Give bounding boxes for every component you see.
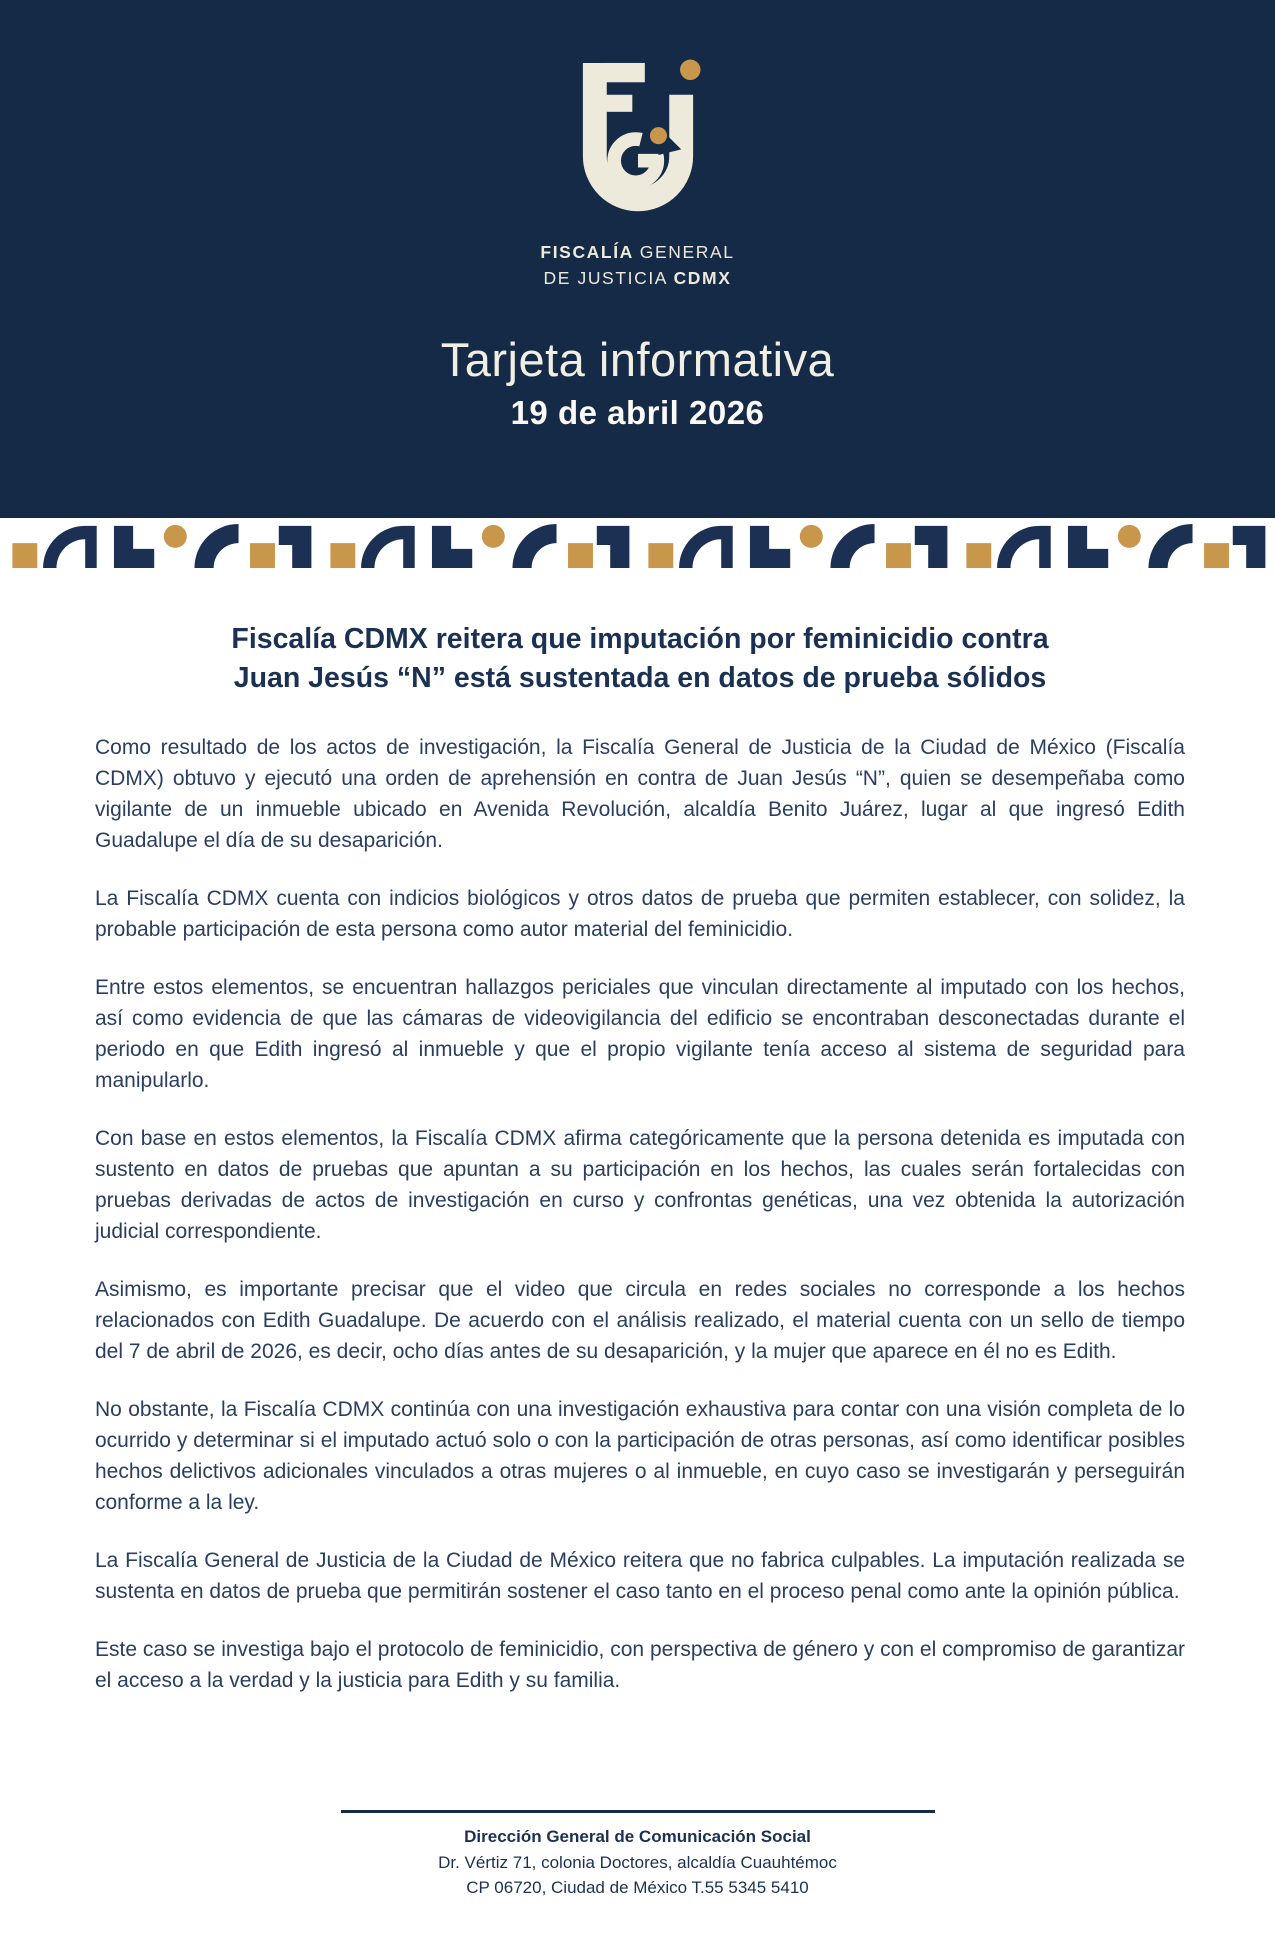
article-paragraph: No obstante, la Fiscalía CDMX continúa con una investigación exhaustiva para contar con una visión completa de lo ocurrido y determinar si el imputado actuó solo o con la participación de otras personas, así como identificar posibles hechos delictivos adicionales vinculados a otras mujeres o al inmueble, en cuyo caso se investigarán y perseguirán conforme a la ley. — [95, 1397, 1185, 1514]
headline-line-2: Juan Jesús “N” está sustentada en datos de prueba sólidos — [233, 662, 1047, 695]
article-paragraph: Este caso se investiga bajo el protocolo de feminicidio, con perspectiva de género y con el compromiso de garantizar el acceso a la verdad y la justicia para Edith y su familia. — [95, 1637, 1185, 1692]
headline-line-1: Fiscalía CDMX reitera que imputación por feminicidio contra — [231, 623, 1049, 655]
footer-divider — [341, 1810, 935, 1813]
header-banner — [0, 0, 1275, 518]
logo-wordmark — [540, 239, 734, 292]
footer-office: Dirección General de Comunicación Social — [464, 1827, 811, 1846]
decorative-pattern-unit — [636, 523, 954, 569]
article-headline — [95, 620, 1185, 699]
wordmark-line-2 — [540, 265, 734, 291]
page-date: 19 de abril 2026 — [510, 394, 765, 432]
decorative-pattern-unit — [954, 523, 1272, 569]
article-paragraph: Como resultado de los actos de investigación, la Fiscalía General de Justicia de la Ciudad de México (Fiscalía CDMX) obtuvo y ejecutó una orden de aprehensión en contra de Juan Jesús “N”, quien se desempeñaba como vigilante de un inmueble ubicado en Avenida Revolución, alcaldía Benito Juárez, lugar al que ingresó Edith Guadalupe el día de su desaparición. — [95, 735, 1185, 852]
wordmark-de-justicia: DE JUSTICIA — [543, 268, 674, 289]
article-paragraph: La Fiscalía General de Justicia de la Ciudad de México reitera que no fabrica culpables. La imputación realizada se sustenta en datos de prueba que permitirán sostener el caso tanto en el proceso penal como ante la opinión pública. — [95, 1548, 1185, 1603]
wordmark-fiscalia: FISCALÍA — [540, 242, 640, 262]
decorative-band — [0, 518, 1275, 570]
article-paragraph: Asimismo, es importante precisar que el video que circula en redes sociales no corresponde a los hechos relacionados con Edith Guadalupe. De acuerdo con el análisis realizado, el material cuenta con un sello de tiempo del 7 de abril de 2026, es decir, ocho días antes de su desaparición, y la mujer que aparece en él no es Edith. — [95, 1277, 1185, 1363]
article-body — [0, 620, 1275, 1696]
footer-address: Dr. Vértiz 71, colonia Doctores, alcaldía Cuauhtémoc — [438, 1852, 837, 1872]
page-title: Tarjeta informativa — [440, 332, 835, 386]
fgj-logo-icon — [563, 56, 713, 229]
wordmark-cdmx: CDMX — [673, 268, 732, 289]
footer — [0, 1810, 1275, 1901]
wordmark-line-1 — [540, 239, 734, 265]
article-paragraph: La Fiscalía CDMX cuenta con indicios biológicos y otros datos de prueba que permiten establecer, con solidez, la probable participación de esta persona como autor material del feminicidio. — [95, 886, 1185, 941]
footer-city-phone: CP 06720, Ciudad de México T.55 5345 5410 — [466, 1878, 809, 1897]
wordmark-general: GENERAL — [639, 242, 735, 262]
decorative-pattern-unit — [318, 523, 636, 569]
article-paragraph: Entre estos elementos, se encuentran hallazgos periciales que vinculan directamente al imputado con los hechos, así como evidencia de que las cámaras de videovigilancia del edificio se encontraban desconectadas durante el periodo en que Edith ingresó al inmueble y que el propio vigilante tenía acceso al sistema de seguridad para manipularlo. — [95, 975, 1185, 1092]
decorative-pattern-unit — [0, 523, 318, 569]
article-paragraph: Con base en estos elementos, la Fiscalía CDMX afirma categóricamente que la persona detenida es imputada con sustento en datos de pruebas que apuntan a su participación en los hechos, las cuales serán fortalecidas con pruebas derivadas de actos de investigación en curso y confrontas genéticas, una vez obtenida la autorización judicial correspondiente. — [95, 1126, 1185, 1243]
